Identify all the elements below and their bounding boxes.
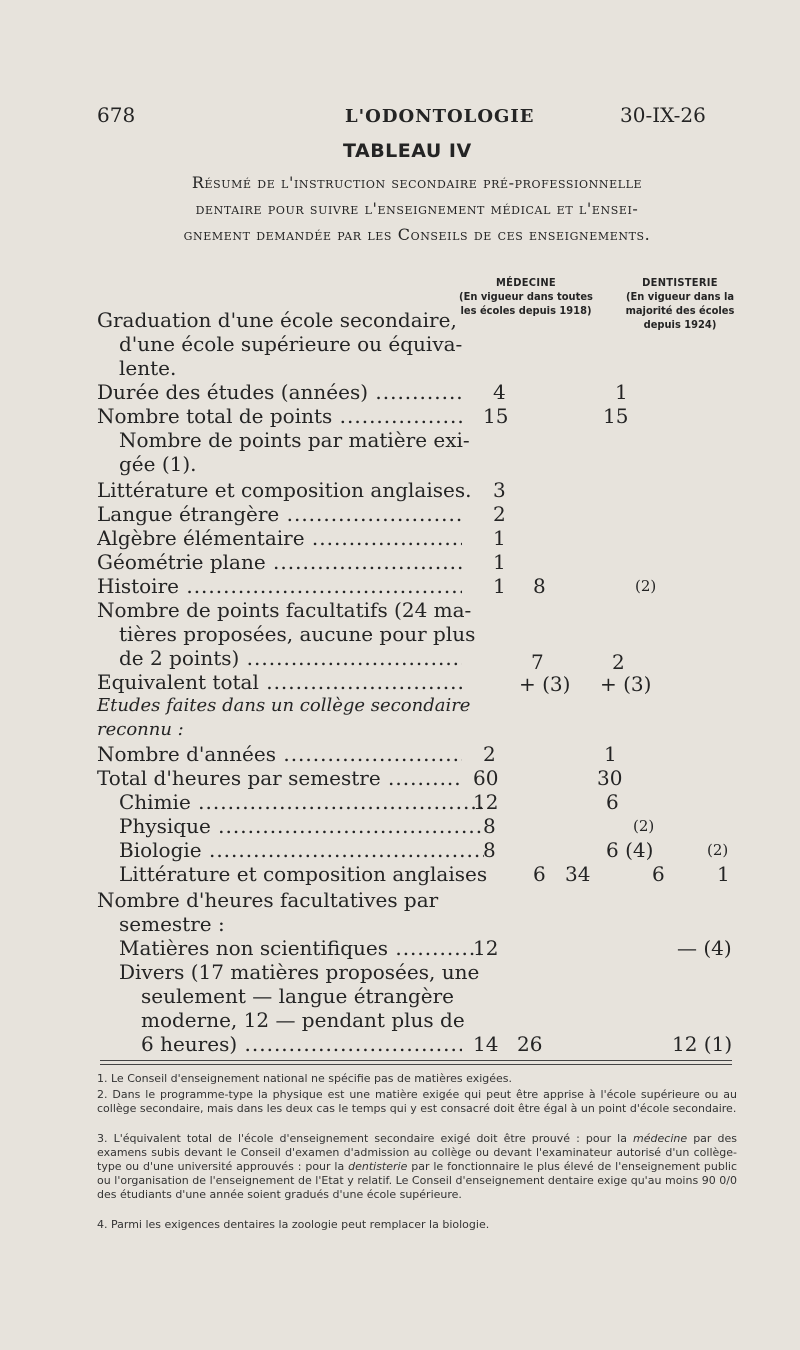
value-medecine: + (3) [519, 672, 571, 696]
row-divers [97, 960, 777, 984]
row-label: Géométrie plane ..... [97, 550, 462, 574]
row-graduation [97, 308, 777, 332]
row-label: Equivalent total ..... [97, 670, 462, 694]
row-litt-comp [97, 862, 777, 886]
value-dentisterie: 1 [604, 742, 617, 766]
row-duree [97, 380, 777, 404]
row-label: Littérature et composition anglaises. [97, 478, 472, 502]
row-label: Littérature et composition anglaises [119, 862, 488, 886]
table-bottom-rule [100, 1060, 732, 1061]
value-dentisterie: 6 (4) [606, 838, 654, 862]
row-litterature [97, 478, 777, 502]
value-dentisterie: (2) [633, 817, 655, 835]
table-bottom-rule [100, 1064, 732, 1065]
row-label: Chimie ..... [97, 790, 484, 814]
footnote-3-medecine: médecine [633, 1132, 688, 1145]
value-medecine: 7 [531, 650, 544, 674]
row-label: Nombre d'années ..... [97, 742, 462, 766]
column-note: depuis 1924) [643, 318, 717, 331]
column-name-medecine: MÉDECINE [496, 276, 556, 289]
value-dentisterie: + (3) [600, 672, 652, 696]
row-label: Nombre de points facultatifs (24 ma- [97, 598, 472, 622]
row-label: Physique ..... [97, 814, 484, 838]
value-dentisterie-extra: (2) [707, 841, 729, 859]
value-medecine: 1 [493, 550, 506, 574]
value-medecine: 15 [483, 404, 509, 428]
row-etudes [97, 694, 777, 718]
page-date: 30-IX-26 [620, 103, 706, 127]
row-total-points [97, 404, 777, 428]
row-label: Divers (17 matières proposées, une [119, 960, 480, 984]
row-label: Algèbre élémentaire ..... [97, 526, 462, 550]
column-note: (En vigueur dans toutes [459, 290, 593, 303]
summary-line-2: dentaire pour suivre l'enseignement médical et l'ensei- [195, 199, 639, 218]
row-heures-fac-2 [97, 912, 777, 936]
row-facultatifs-3 [97, 646, 777, 674]
row-label: reconnu : [97, 719, 184, 740]
row-label: Etudes faites dans un collège secondaire [97, 695, 471, 716]
column-note: les écoles depuis 1918) [460, 304, 592, 317]
row-label: Nombre total de points ..... [97, 404, 462, 428]
row-algebre [97, 526, 777, 550]
row-facultatifs [97, 598, 777, 622]
row-histoire [97, 574, 777, 598]
value-dentisterie: 1 [615, 380, 628, 404]
value-dentisterie: 6 [652, 862, 665, 886]
value-medecine-total: 8 [533, 574, 546, 598]
value-dentisterie: 6 [606, 790, 619, 814]
value-medecine: 14 [473, 1032, 499, 1056]
row-physique [97, 814, 777, 838]
row-divers-4 [97, 1032, 777, 1056]
row-label: moderne, 12 — pendant plus de [141, 1008, 465, 1032]
column-note: majorité des écoles [625, 304, 735, 317]
row-facultatifs-2 [97, 622, 777, 646]
value-medecine: 12 [473, 790, 499, 814]
row-graduation-2 [97, 332, 777, 356]
row-geometrie [97, 550, 777, 574]
value-dentisterie: 12 (1) [672, 1032, 733, 1056]
value-dentisterie: 2 [612, 650, 625, 674]
row-label: Matières non scientifiques ..... [97, 936, 484, 960]
row-label: Graduation d'une école secondaire, [97, 308, 457, 332]
value-medecine: 8 [483, 838, 496, 862]
footnote-1: 1. Le Conseil d'enseignement national ne spécifie pas de matières exigées. [97, 1072, 513, 1085]
row-divers-2 [97, 984, 777, 1008]
value-medecine: 4 [493, 380, 506, 404]
row-label: semestre : [119, 912, 225, 936]
summary-line-1: Résumé de l'instruction secondaire pré-professionnelle [191, 173, 643, 192]
summary-line-3: gnement demandée par les Conseils de ces enseignements. [183, 225, 651, 244]
value-medecine: 1 [493, 574, 506, 598]
row-equivalent [97, 670, 777, 694]
row-biologie [97, 838, 777, 862]
row-label: lente. [119, 356, 177, 380]
row-label: Nombre d'heures facultatives par [97, 888, 439, 912]
footnote-2: 2. Dans le programme-type la physique est une matière exigée qui peut être apprise à l'école supérieure ou au collège secondaire, mais dans les deux cas le temps qui y est consacré doit être égal à un point d'école secondaire. [97, 1088, 737, 1115]
table-title: TABLEAU IV [343, 140, 472, 162]
value-medecine: 60 [473, 766, 499, 790]
row-chimie [97, 790, 777, 814]
value-dentisterie: — (4) [677, 936, 732, 960]
row-label: Langue étrangère ..... [97, 502, 462, 526]
footnote-4: 4. Parmi les exigences dentaires la zoologie peut remplacer la biologie. [97, 1218, 490, 1231]
value-medecine: 3 [493, 478, 506, 502]
row-label: Nombre de points par matière exi- [119, 428, 470, 452]
row-heures-fac [97, 888, 777, 912]
row-label: Durée des études (années) ..... [97, 380, 462, 404]
value-medecine-total: 26 [517, 1032, 543, 1056]
value-medecine: 12 [473, 936, 499, 960]
row-label: Biologie ..... [97, 838, 484, 862]
footnote-3-text: 3. L'équivalent total de l'école d'enseignement secondaire exigé doit être prouvé : pour la [97, 1132, 627, 1145]
column-name-dentisterie: DENTISTERIE [642, 276, 718, 289]
row-annees [97, 742, 777, 766]
footnote-3-text: par des examens subis devant le Conseil d'examen d'admission au collège ou devant l'examinateur autorisé d'un collège-type ou d'une université approuvés : pour la [97, 1132, 737, 1173]
value-medecine: 1 [493, 526, 506, 550]
row-label: d'une école supérieure ou équiva- [119, 332, 463, 356]
value-dentisterie-total: 1 [717, 862, 730, 886]
row-label: 6 heures) ..... [97, 1032, 462, 1056]
row-points-matiere-2 [97, 452, 777, 476]
row-label: tières proposées, aucune pour plus [119, 622, 476, 646]
running-title: L'ODONTOLOGIE [345, 106, 535, 127]
row-label: Total d'heures par semestre ..... [97, 766, 462, 790]
value-medecine: 8 [483, 814, 496, 838]
footnote-3 [97, 1132, 737, 1202]
row-etudes-2 [97, 718, 777, 742]
row-heures-semestre [97, 766, 777, 790]
column-note: (En vigueur dans la [625, 290, 735, 303]
row-points-matiere [97, 428, 777, 452]
value-dentisterie: 15 [603, 404, 629, 428]
row-langue [97, 502, 777, 526]
row-divers-3 [97, 1008, 777, 1032]
page-number: 678 [97, 103, 136, 127]
value-medecine-total: 34 [565, 862, 591, 886]
value-medecine: 2 [493, 502, 506, 526]
value-dentisterie: 30 [597, 766, 623, 790]
row-label: seulement — langue étrangère [141, 984, 454, 1008]
footnote-3-text: par le fonctionnaire le plus élevé de l'enseignement public ou l'organisation de l'enseignement de l'Etat y relatif. Le Conseil d'enseignement dentaire exige qu'au moins 90 0/0 des étudiants d'une année soient gradués d'une école supérieure. [97, 1160, 738, 1201]
footnote-3-dentisterie: dentisterie [348, 1160, 408, 1173]
row-label: gée (1). [119, 452, 197, 476]
value-medecine: 6 [533, 862, 546, 886]
value-dentisterie: (2) [635, 577, 657, 595]
row-graduation-3 [97, 356, 777, 380]
value-medecine: 2 [483, 742, 496, 766]
row-non-scient [97, 936, 777, 960]
row-label: de 2 points) ..... [97, 646, 462, 670]
row-label: Histoire ..... [97, 574, 462, 598]
